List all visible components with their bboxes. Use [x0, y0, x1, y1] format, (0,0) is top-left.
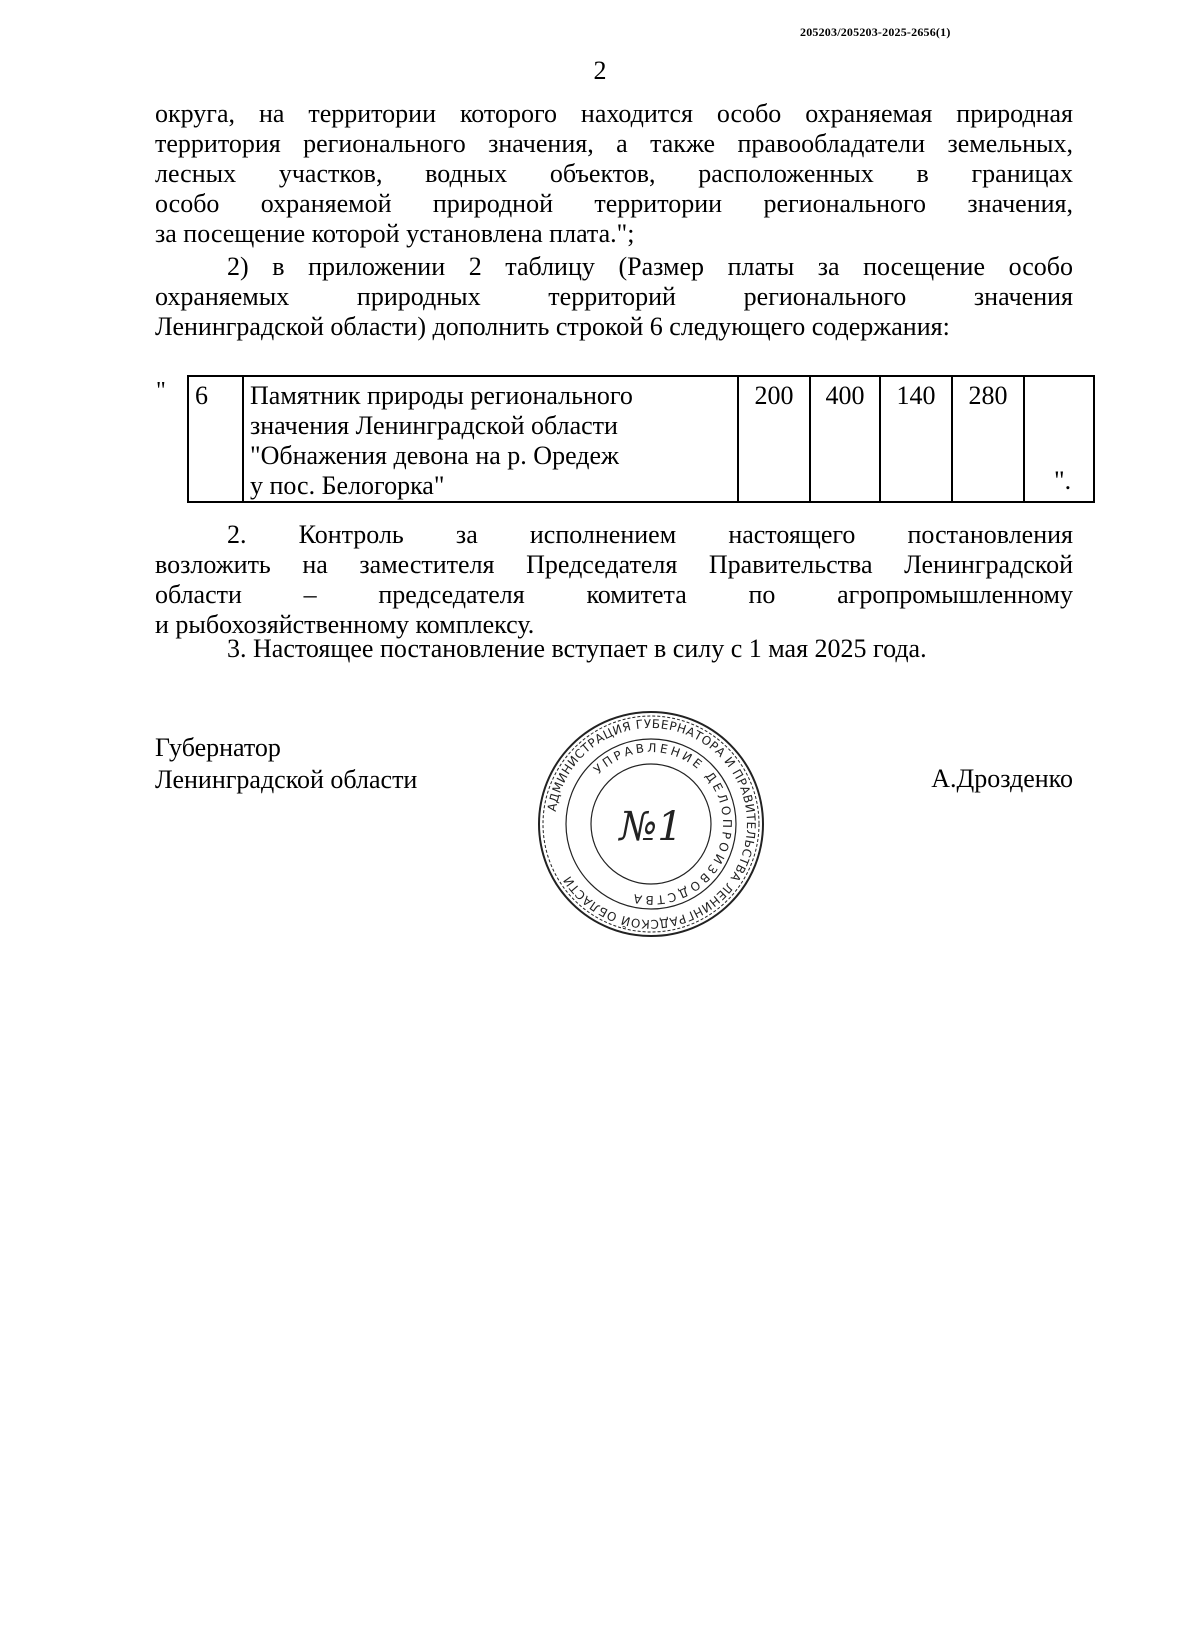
table-close-quote: ".	[1054, 466, 1072, 495]
row-number-cell: 6	[188, 376, 243, 502]
row-name-line: у пос. Белогорка"	[250, 471, 445, 500]
row-name-line: значения Ленинградской области	[250, 411, 618, 440]
row-name-cell	[243, 376, 738, 502]
table-row	[188, 376, 1094, 502]
text-line: Ленинградской области) дополнить строкой 6 следующего содержания:	[155, 312, 950, 341]
document-number: 205203/205203-2025-2656(1)	[800, 25, 951, 39]
text-line: охраняемых природных территорий регионального значения	[155, 282, 1073, 311]
text-line: возложить на заместителя Председателя Правительства Ленинградской	[155, 550, 1073, 579]
value-cell-2: 400	[810, 376, 880, 502]
paragraph-item-2-control	[155, 520, 1073, 640]
text-line: и рыбохозяйственному комплексу.	[155, 610, 535, 639]
position-region: Ленинградской области	[155, 765, 418, 794]
text-line: за посещение которой установлена плата.";	[155, 219, 635, 248]
signatory-position	[155, 732, 417, 796]
text-line: 2. Контроль за исполнением настоящего постановления	[227, 520, 1073, 549]
text-line: округа, на территории которого находится особо охраняемая природная	[155, 99, 1073, 128]
row-name-line: Памятник природы регионального	[250, 381, 633, 410]
paragraph-continuation	[155, 99, 1073, 249]
insert-table	[187, 375, 1095, 503]
table-open-quote: "	[156, 378, 166, 404]
official-seal	[535, 708, 767, 940]
text-line: 2) в приложении 2 таблицу (Размер платы за посещение особо	[227, 252, 1073, 281]
signatory-name: А.Дрозденко	[931, 764, 1073, 793]
row-name-line: "Обнажения девона на р. Оредеж	[250, 441, 620, 470]
paragraph-item-2	[155, 252, 1073, 342]
position-title: Губернатор	[155, 733, 281, 762]
value-cell-3: 140	[880, 376, 952, 502]
text-line: особо охраняемой природной территории регионального значения,	[155, 189, 1073, 218]
seal-inner-text: УПРАВЛЕНИЕ ДЕЛОПРОИЗВОДСТВА	[590, 740, 735, 908]
seal-outer-text: АДМИНИСТРАЦИЯ ГУБЕРНАТОРА И ПРАВИТЕЛЬСТВА ЛЕНИНГРАДСКОЙ ОБЛАСТИ	[544, 716, 759, 932]
page-number: 2	[593, 56, 607, 85]
paragraph-item-3	[155, 634, 1073, 664]
text-line: области – председателя комитета по агропромышленному	[155, 580, 1073, 609]
text-line: лесных участков, водных объектов, расположенных в границах	[155, 159, 1073, 188]
value-cell-1: 200	[738, 376, 810, 502]
text-line: территория регионального значения, а также правообладатели земельных,	[155, 129, 1073, 158]
seal-center-text: №1	[619, 804, 683, 850]
value-cell-4: 280	[952, 376, 1024, 502]
text-line: 3. Настоящее постановление вступает в силу с 1 мая 2025 года.	[227, 634, 927, 663]
